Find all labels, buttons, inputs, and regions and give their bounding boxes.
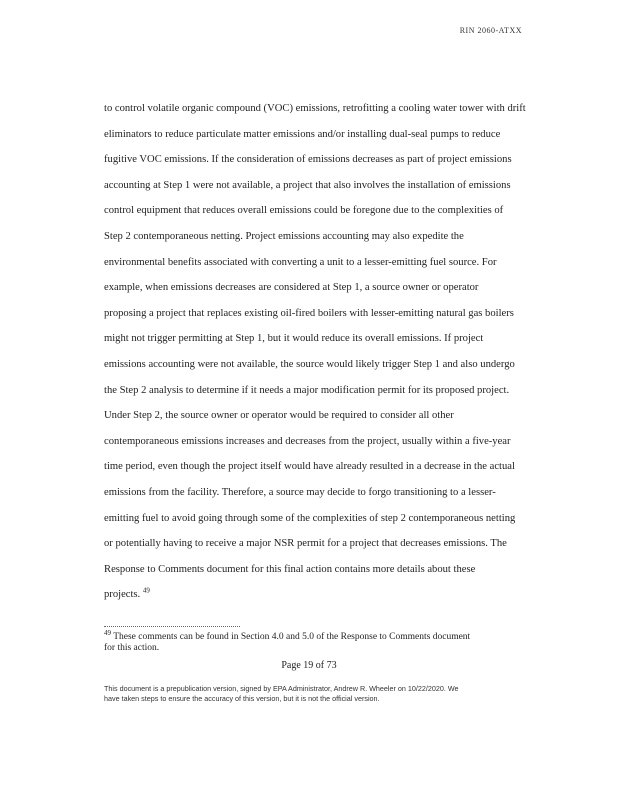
disclaimer — [104, 684, 534, 704]
body-line-text: projects. — [104, 589, 141, 601]
footnote-separator — [104, 626, 240, 627]
body-line: example, when emissions decreases are considered at Step 1, a source owner or operator — [104, 282, 479, 294]
disclaimer-line: This document is a prepublication version, signed by EPA Administrator, Andrew R. Wheeler on 10/22/2020. We — [104, 684, 459, 693]
footnote — [104, 628, 534, 654]
body-line: eliminators to reduce particulate matter emissions and/or installing dual-seal pumps to reduce — [104, 128, 501, 140]
disclaimer-line: have taken steps to ensure the accuracy of this version, but it is not the official version. — [104, 694, 380, 703]
body-line-last — [104, 582, 524, 608]
body-line: Under Step 2, the source owner or operator would be required to consider all other — [104, 410, 454, 422]
footnote-line: for this action. — [104, 643, 160, 653]
body-line: Response to Comments document for this final action contains more details about these — [104, 563, 476, 575]
body-line: environmental benefits associated with converting a unit to a lesser-emitting fuel source. For — [104, 256, 497, 268]
body-line: proposing a project that replaces existing oil-fired boilers with lesser-emitting natural gas boilers — [104, 307, 514, 319]
body-line: emissions accounting were not available, the source would likely trigger Step 1 and also undergo — [104, 358, 515, 370]
page-number: Page 19 of 73 — [281, 660, 337, 671]
body-text — [104, 96, 524, 608]
body-line: emissions from the facility. Therefore, a source may decide to forgo transitioning to a lesser- — [104, 486, 496, 498]
body-line: the Step 2 analysis to determine if it needs a major modification permit for its proposed project. — [104, 384, 510, 396]
footnote-number: 49 — [104, 628, 111, 637]
body-line: might not trigger permitting at Step 1, but it would reduce its overall emissions. If project — [104, 333, 484, 345]
body-line: contemporaneous emissions increases and decreases from the project, usually within a five-year — [104, 435, 511, 447]
body-line: emitting fuel to avoid going through some of the complexities of step 2 contemporaneous netting — [104, 512, 516, 524]
body-line: or potentially having to receive a major NSR permit for a project that decreases emissions. The — [104, 538, 507, 550]
document-id: RIN 2060-ATXX — [459, 26, 522, 35]
body-line: to control volatile organic compound (VOC) emissions, retrofitting a cooling water tower with drift — [104, 103, 526, 114]
body-line: time period, even though the project itself would have already resulted in a decrease in the actual — [104, 461, 515, 473]
footnote-text: These comments can be found in Section 4.0 and 5.0 of the Response to Comments document — [113, 632, 471, 642]
body-line: control equipment that reduces overall emissions could be foregone due to the complexities of — [104, 205, 504, 217]
body-line: fugitive VOC emissions. If the consideration of emissions decreases as part of project emissions — [104, 154, 512, 166]
footnote-reference[interactable]: 49 — [142, 586, 150, 595]
body-line: Step 2 contemporaneous netting. Project emissions accounting may also expedite the — [104, 230, 464, 242]
body-line: accounting at Step 1 were not available, a project that also involves the installation of emissions — [104, 179, 511, 191]
footnote-line — [104, 628, 534, 643]
